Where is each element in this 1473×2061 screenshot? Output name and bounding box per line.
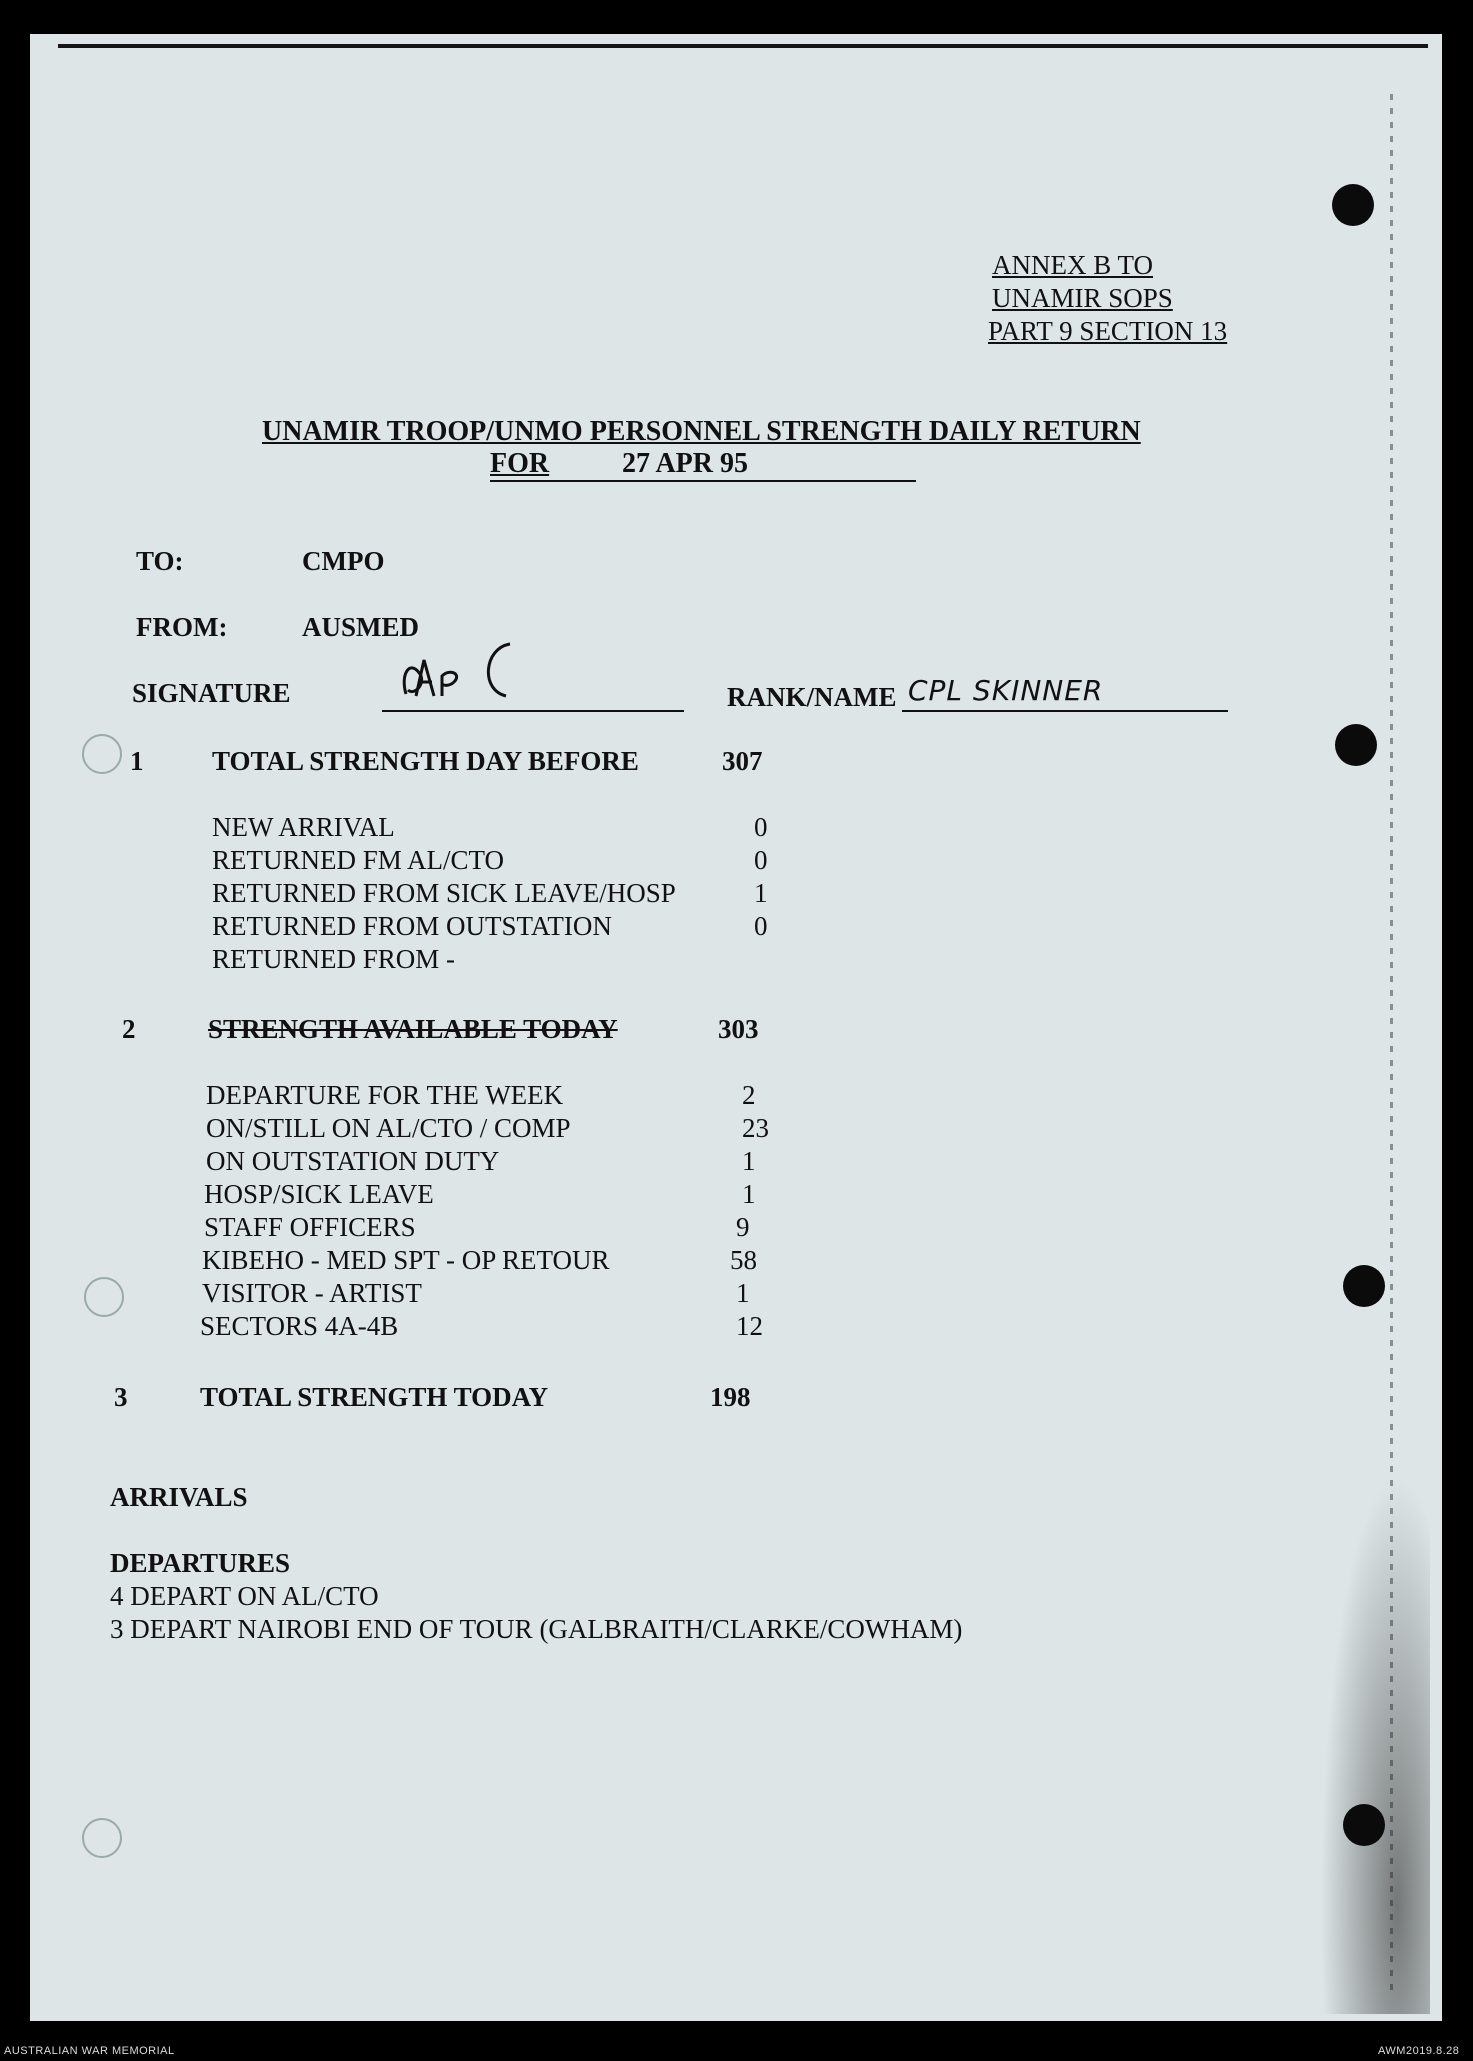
departure-line: 3 DEPART NAIROBI END OF TOUR (GALBRAITH/CLARKE/COWHAM)	[110, 1614, 963, 1644]
list-item-value: 0	[754, 845, 768, 875]
arrivals-heading: ARRIVALS	[110, 1482, 248, 1512]
handwritten-signature	[380, 624, 540, 714]
list-item-value: 1	[742, 1146, 756, 1176]
from-label: FROM:	[136, 612, 228, 642]
section-1-value: 307	[722, 746, 763, 776]
punch-hole	[1343, 1804, 1385, 1846]
list-item: ON OUTSTATION DUTY	[206, 1146, 500, 1176]
list-item: HOSP/SICK LEAVE	[204, 1179, 434, 1209]
to-value: CMPO	[302, 546, 385, 576]
rank-name-value: CPL SKINNER	[908, 674, 1104, 707]
departures-heading: DEPARTURES	[110, 1548, 291, 1578]
punch-hole	[1332, 184, 1374, 226]
list-item-value: 1	[736, 1278, 750, 1308]
faint-hole-ring	[82, 734, 122, 774]
list-item: RETURNED FROM OUTSTATION	[212, 911, 612, 941]
faint-hole-ring	[84, 1277, 124, 1317]
signature-label: SIGNATURE	[132, 678, 291, 708]
list-item-value: 0	[754, 911, 768, 941]
top-edge-line	[58, 44, 1428, 48]
list-item: DEPARTURE FOR THE WEEK	[206, 1080, 564, 1110]
title-date: 27 APR 95	[622, 448, 748, 479]
punch-hole	[1335, 724, 1377, 766]
document-page	[30, 34, 1442, 2021]
list-item-value: 2	[742, 1080, 756, 1110]
list-item: NEW ARRIVAL	[212, 812, 395, 842]
list-item: RETURNED FROM -	[212, 944, 456, 974]
section-1-number: 1	[130, 746, 144, 776]
list-item-value: 1	[742, 1179, 756, 1209]
list-item-value: 9	[736, 1212, 750, 1242]
section-3-label: TOTAL STRENGTH TODAY	[200, 1382, 549, 1412]
rank-name-line	[902, 710, 1228, 712]
title-for-label: FOR	[490, 448, 550, 479]
from-value: AUSMED	[302, 612, 420, 642]
list-item: KIBEHO - MED SPT - OP RETOUR	[202, 1245, 610, 1275]
section-2-value: 303	[718, 1014, 759, 1044]
title-date-underline	[490, 480, 916, 482]
rank-name-label: RANK/NAME	[727, 682, 897, 712]
list-item: SECTORS 4A-4B	[200, 1311, 399, 1341]
annex-line-2: UNAMIR SOPS	[992, 283, 1173, 313]
scan-grime	[1320, 1474, 1430, 2014]
section-3-value: 198	[710, 1382, 751, 1412]
punch-hole	[1343, 1265, 1385, 1307]
list-item: ON/STILL ON AL/CTO / COMP	[206, 1113, 571, 1143]
list-item-value: 58	[730, 1245, 757, 1275]
list-item: RETURNED FM AL/CTO	[212, 845, 505, 875]
section-2-label: STRENGTH AVAILABLE TODAY	[208, 1014, 618, 1044]
to-label: TO:	[136, 546, 184, 576]
section-3-number: 3	[114, 1382, 128, 1412]
list-item-value: 23	[742, 1113, 769, 1143]
footer-left: AUSTRALIAN WAR MEMORIAL	[4, 2045, 175, 2057]
list-item-value: 12	[736, 1311, 763, 1341]
page-title: UNAMIR TROOP/UNMO PERSONNEL STRENGTH DAILY RETURN	[262, 416, 1141, 447]
list-item-value: 0	[754, 812, 768, 842]
list-item: VISITOR - ARTIST	[202, 1278, 422, 1308]
faint-hole-ring	[82, 1818, 122, 1858]
annex-line-3: PART 9 SECTION 13	[988, 316, 1228, 346]
signature-line	[382, 710, 684, 712]
section-1-label: TOTAL STRENGTH DAY BEFORE	[212, 746, 639, 776]
section-2-number: 2	[122, 1014, 136, 1044]
annex-line-1: ANNEX B TO	[992, 250, 1154, 280]
list-item: STAFF OFFICERS	[204, 1212, 416, 1242]
list-item-value: 1	[754, 878, 768, 908]
footer-right: AWM2019.8.28	[1378, 2045, 1460, 2057]
list-item: RETURNED FROM SICK LEAVE/HOSP	[212, 878, 676, 908]
departure-line: 4 DEPART ON AL/CTO	[110, 1581, 379, 1611]
